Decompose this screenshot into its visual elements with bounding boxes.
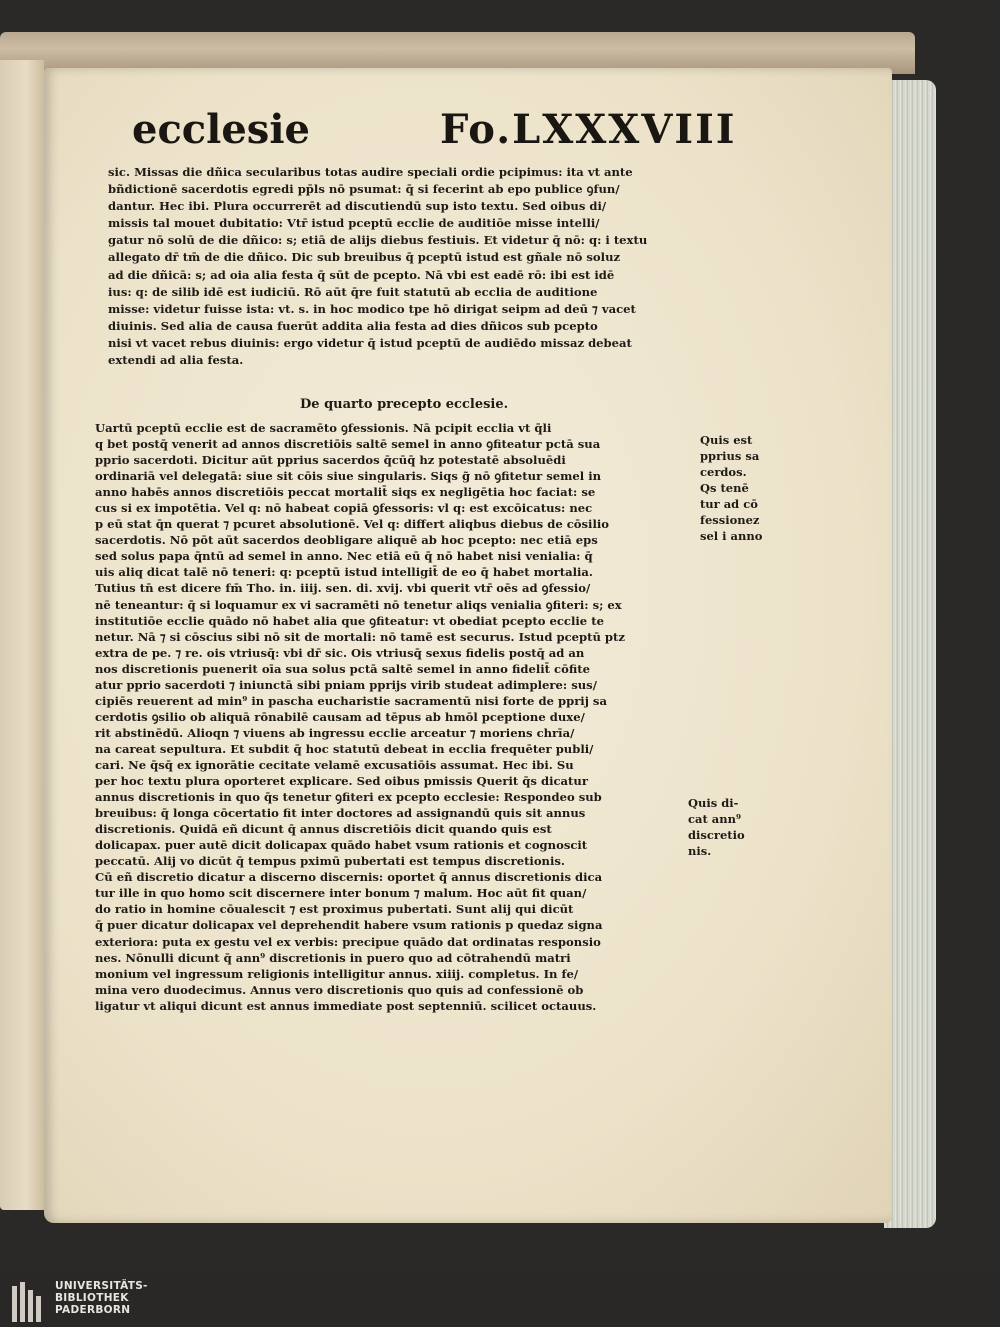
- running-head: ecclesie: [132, 106, 310, 153]
- folio-number: Fo.LXXXVIII: [440, 106, 737, 153]
- left-page-fragment: [0, 60, 44, 1210]
- marginal-note-1: Quis est pprius sa cerdos. Qs tenē tur ad cō fessionez sel i anno: [700, 433, 763, 543]
- section-heading: De quarto precepto ecclesie.: [300, 397, 509, 412]
- logo-line-3: PADERBORN: [55, 1304, 131, 1316]
- library-logo-icon: [12, 1282, 48, 1322]
- logo-line-2: BIBLIOTHEK: [55, 1292, 129, 1304]
- paragraph-one: sic. Missas die dñica secularibus totas audire speciali ordie pcipimus: ita vt ante bñdictionē sacerdotis egredi pp̄ls nō psumat: q̄ si fecerint ab epo publice ꝯfun/ dantur. Hec ibi. Plura occurrerēt ad discutiendū sup isto textu. Sed oibus di/ missis tal mouet dubitatio: Vtr̄ istud pceptū ecclie de auditiōe misse intelli/ gatur nō solū de die dñico: s; etiā de alijs diebus festiuis. Et videtur q̄ nō: q: i textu allegato dr̄ tm̄ de die dñico. Dic sub breuibus q̄ pceptū istud est gñale nō soluz ad die dñicā: s; ad oia alia festa q̄ sūt de pcepto. Nā vbi est eadē rō: ibi est idē ius: q: de silib idē est iudiciū. Rō aūt q̄re fuit statutū ab ecclia de auditione misse: videtur fuisse ista: vt. s. in hoc modico tpe hō dirigat seipm ad deū ⁊ vacet diuinis. Sed alia de causa fuerūt addita alia festa ad dies dñicos sub pcepto nisi vt vacet rebus diuinis: ergo videtur q̄ istud pceptū de audiēdo missaz debeat extendi ad alia festa.: [108, 165, 648, 368]
- paragraph-two: Uartū pceptū ecclie est de sacramēto ꝯfessionis. Nā pcipit ecclia vt q̄li q bet postq̄ venerit ad annos discretiōis saltē semel in anno ꝯfiteatur pctā sua pprio sacerdoti. Dicitur aūt pprius sacerdos q̄cūq̄ hz potestatē absoluēdi ordinariā vel delegatā: siue sit cōis siue singularis. Siqs g̃ nō ꝯfitetur semel in anno habēs annos discretiōis peccat mortalit̄ siqs ex negligētia hoc faciat: se cus si ex impotētia. Vel q: nō habeat copiā ꝯfessoris: vl q: est excōicatus: nec p eū stat q̄n querat ⁊ pcuret absolutionē. Vel q: differt aliqbus diebus de cōsilio sacerdotis. Nō pōt aūt sacerdos deobligare aliquē ab hoc pcepto: nec etiā eps sed solus papa q̄ntū ad semel in anno. Nec etiā eū q̄ nō habet nisi venialia: q̄ uis aliq dicat talē nō teneri: q: pceptū istud intelligit̄ de eo q̄ habet mortalia. Tutius tn̄ est dicere fm̄ Tho. in. iiij. sen. di. xvij. vbi querit vtr̄ oēs ad ꝯfessio/ nē teneantur: q̄ si loquamur ex vi sacramēti nō tenetur aliqs venialia ꝯfiteri: s; ex institutiōe ecclie quādo nō habet alia que ꝯfiteatur: vt obediat pcepto ecclie te netur. Nā ⁊ si cōscius sibi nō sit de mortali: nō tamē est securus. Istud pceptū ptz extra de pe. ⁊ re. ois vtriusq̄: vbi dr̄ sic. Ois vtriusq̄ sexus fidelis postq̄ ad an nos discretionis puenerit oīa sua solus pctā saltē semel in anno fidelit̄ cōfite atur pprio sacerdoti ⁊ iniunctā sibi pniam pprijs virib studeat adimplere: sus/ cipiēs reuerent ad min⁹ in pascha eucharistie sacramentū nisi forte de pprij sa cerdotis ꝯsilio ob aliquā rōnabilē causam ad tēpus ab hmōl pceptione duxe/ rit abstinēdū. Alioqn ⁊ viuens ab ingressu ecclie arceatur ⁊ moriens chrīa/ na careat sepultura. Et subdit q̄ hoc statutū debeat in ecclia frequēter publi/ cari. Ne q̄sq̄ ex ignorātie cecitate velamē excusatiōis assumat. Hec ibi. Su per hoc textu plura oporteret explicare. Sed oibus pmissis Querit q̄s dicatur annus discretionis in quo q̄s tenetur ꝯfiteri ex pcepto ecclesie: Respondeo sub breuibus: q̄ longa cōcertatio fit inter doctores ad assignandū quis sit annus discretionis. Quidā eñ dicunt q̄ annus discretiōis dicit quando quis est dolicapax. puer autē dicit dolicapax quādo habet vsum rationis et cognoscit peccatū. Alij vo dicūt q̄ tempus pximū pubertati est tempus discretionis. Cū eñ discretio dicatur a discerno discernis: oportet q̄ annus discretionis dica tur ille in quo homo scit discernere inter bonum ⁊ malum. Hoc aūt fit quan/ do ratio in homine cōualescit ⁊ est proximus pubertati. Sunt alij qui dicūt q̄ puer dicatur dolicapax vel deprehendit habere vsum rationis p quedaz signa exteriora: puta ex gestu vel ex verbis: precipue quādo dat ordinatas responsio nes. Nōnulli dicunt q̄ ann⁹ discretionis in puero quo ad cōtrahendū matri monium vel ingressum religionis intelligitur annus. xiiij. completus. In fe/ mina vero duodecimus. Annus vero discretionis quo quis ad confessionē ob ligatur vt aliqui dicunt est annus immediate post septenniū. scilicet octauus.: [95, 421, 625, 1013]
- logo-line-1: UNIVERSITÄTS-: [55, 1280, 148, 1292]
- footer-bar: [0, 1278, 1000, 1327]
- library-logo-text: [55, 1280, 148, 1316]
- marginal-note-2: Quis di- cat ann⁹ discretio nis.: [688, 796, 745, 858]
